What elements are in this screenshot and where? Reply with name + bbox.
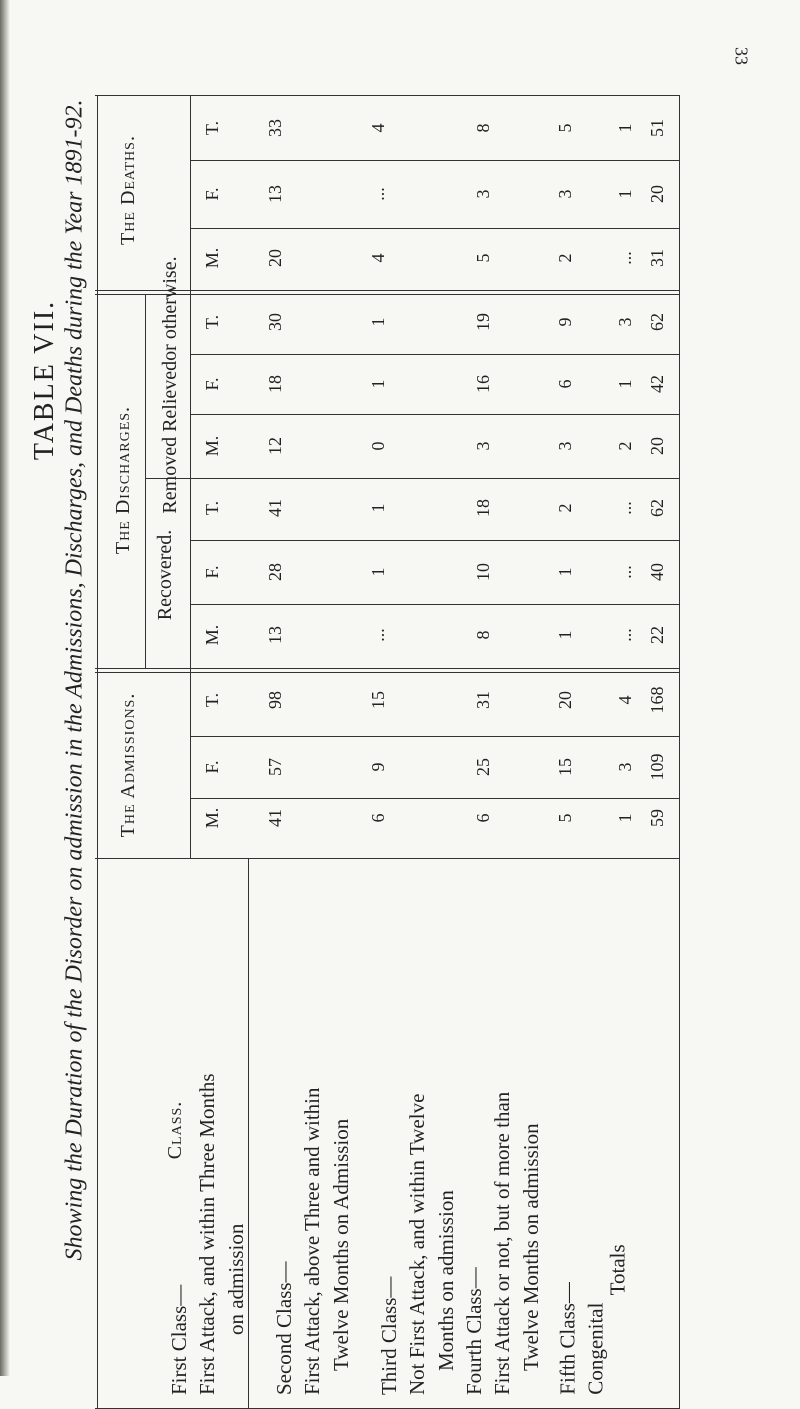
class-line2: Totals bbox=[605, 1243, 630, 1295]
removed-heading-line2: or otherwise. bbox=[158, 256, 181, 361]
removed-m-cell-text: 0 bbox=[367, 441, 388, 451]
deaths-t-heading-text: T. bbox=[201, 120, 222, 136]
removed-relieved-heading-text bbox=[159, 256, 181, 513]
recovered-m-cell-text: ... bbox=[367, 628, 388, 642]
class-line3: Twelve Months on Admission bbox=[328, 1118, 353, 1371]
class-line2: First Attack, above Three and within bbox=[300, 1087, 325, 1395]
deaths-mf-rule bbox=[190, 228, 679, 229]
deaths-m-cell-text: 20 bbox=[264, 249, 285, 267]
recovered-heading-text: Recovered. bbox=[153, 529, 176, 621]
removed-f-cell-text: 42 bbox=[646, 375, 667, 393]
class-line1: Fifth Class— bbox=[555, 1282, 580, 1395]
recovered-f-cell-text: 10 bbox=[472, 563, 493, 581]
recovered-t-cell-text: 41 bbox=[264, 499, 285, 517]
class-heading-text: Class. bbox=[163, 1100, 186, 1160]
deaths-f-cell-text: 13 bbox=[264, 185, 285, 203]
recovered-f-cell-text: ... bbox=[614, 565, 635, 579]
recovered-m-cell-text: 8 bbox=[472, 630, 493, 640]
recovered-f-cell-text: 40 bbox=[646, 563, 667, 581]
table-title: TABLE VII. bbox=[29, 299, 60, 461]
removed-ft-rule bbox=[190, 354, 679, 355]
table-right-rule bbox=[679, 95, 680, 1408]
class-line1: Third Class— bbox=[376, 1276, 401, 1395]
admissions-f-heading-text: F. bbox=[201, 760, 222, 774]
recovered-t-heading-text: T. bbox=[201, 500, 222, 516]
recovered-mf-rule bbox=[190, 604, 679, 605]
table-top-rule bbox=[95, 95, 680, 96]
class-line3: Months on admission bbox=[433, 1190, 458, 1371]
removed-m-cell-text: 12 bbox=[264, 437, 285, 455]
recovered-t-cell-text: ... bbox=[614, 501, 635, 515]
recovered-m-heading-text: M. bbox=[201, 624, 222, 646]
discharges-heading-text: The Discharges. bbox=[111, 405, 134, 555]
deaths-f-cell-text: 3 bbox=[472, 189, 493, 199]
admissions-t-cell-text: 98 bbox=[264, 691, 285, 709]
removed-f-cell-text: 6 bbox=[554, 379, 575, 389]
admissions-section-rule bbox=[95, 858, 680, 859]
deaths-m-cell-text: ... bbox=[614, 251, 635, 265]
admissions-m-cell-text: 59 bbox=[646, 809, 667, 827]
deaths-t-cell-text: 33 bbox=[264, 119, 285, 137]
deaths-f-heading-text: F. bbox=[201, 187, 222, 201]
class-line1: Second Class— bbox=[271, 1261, 296, 1395]
admissions-f-cell-text: 3 bbox=[614, 762, 635, 772]
class-line1: Fourth Class— bbox=[461, 1267, 486, 1395]
deaths-m-heading-text: M. bbox=[201, 247, 222, 269]
removed-m-cell-text: 3 bbox=[554, 441, 575, 451]
page-number: 33 bbox=[731, 47, 752, 65]
deaths-f-cell-text: ... bbox=[367, 187, 388, 201]
removed-f-cell-text: 16 bbox=[472, 375, 493, 393]
admissions-t-cell-text: 168 bbox=[646, 686, 667, 714]
removed-m-cell-text: 3 bbox=[472, 441, 493, 451]
admissions-f-cell-text: 109 bbox=[646, 753, 667, 781]
admissions-heading-text: The Admissions. bbox=[116, 692, 139, 838]
deaths-f-cell-text: 1 bbox=[614, 189, 635, 199]
class-line2: Not First Attack, and within Twelve bbox=[405, 1093, 430, 1395]
recovered-m-cell-text: 1 bbox=[554, 630, 575, 640]
recovered-t-cell-text: 2 bbox=[554, 503, 575, 513]
admissions-t-cell-text: 4 bbox=[614, 695, 635, 705]
class-line2: First Attack, and within Three Months bbox=[195, 1073, 220, 1395]
column-head-rule bbox=[190, 95, 191, 858]
class-line2: Congenital bbox=[583, 1302, 608, 1395]
admissions-m-cell-text: 5 bbox=[554, 813, 575, 823]
book-binding-edge bbox=[0, 0, 10, 1376]
removed-t-cell-text: 9 bbox=[554, 317, 575, 327]
deaths-t-cell-text: 4 bbox=[367, 123, 388, 133]
admissions-m-cell-text: 6 bbox=[367, 813, 388, 823]
removed-m-heading-text: M. bbox=[201, 435, 222, 457]
class-line3: on admission bbox=[223, 1223, 248, 1335]
table-subtitle: Showing the Duration of the Disorder on admission in the Admissions, Discharges, and Deaths during the Year 1891-92. bbox=[61, 99, 88, 1261]
admissions-t-cell-text: 20 bbox=[554, 691, 575, 709]
deaths-f-cell-text: 20 bbox=[646, 185, 667, 203]
recovered-f-cell-text: 1 bbox=[367, 567, 388, 577]
admissions-m-cell-text: 6 bbox=[472, 813, 493, 823]
removed-t-cell-text: 3 bbox=[614, 317, 635, 327]
discharges-section-rule-double bbox=[95, 672, 680, 673]
deaths-t-cell-text: 1 bbox=[614, 123, 635, 133]
recovered-t-cell-text: 62 bbox=[646, 499, 667, 517]
recovered-t-cell-text: 1 bbox=[367, 503, 388, 513]
recovered-ft-rule bbox=[190, 540, 679, 541]
removed-t-cell-text: 19 bbox=[472, 313, 493, 331]
removed-m-cell-text: 2 bbox=[614, 441, 635, 451]
recovered-m-cell-text: ... bbox=[614, 628, 635, 642]
removed-f-heading-text: F. bbox=[201, 377, 222, 391]
deaths-section-rule bbox=[95, 290, 680, 291]
admissions-t-heading-text: T. bbox=[201, 692, 222, 708]
class-line2: First Attack or not, but of more than bbox=[490, 1091, 515, 1395]
recovered-m-cell-text: 13 bbox=[264, 626, 285, 644]
removed-heading-line1: Removed Relieved bbox=[158, 360, 181, 514]
deaths-m-cell-text: 4 bbox=[367, 253, 388, 263]
deaths-m-cell-text: 5 bbox=[472, 253, 493, 263]
discharges-group-rule bbox=[145, 478, 679, 479]
admissions-m-cell-text: 41 bbox=[264, 809, 285, 827]
class-line1: First Class— bbox=[166, 1284, 191, 1395]
deaths-heading-text: The Deaths. bbox=[116, 135, 139, 245]
removed-t-cell-text: 62 bbox=[646, 313, 667, 331]
deaths-m-cell-text: 31 bbox=[646, 249, 667, 267]
removed-f-cell-text: 18 bbox=[264, 375, 285, 393]
deaths-f-cell-text: 3 bbox=[554, 189, 575, 199]
recovered-t-cell-text: 18 bbox=[472, 499, 493, 517]
removed-m-cell-text: 20 bbox=[646, 437, 667, 455]
recovered-m-cell-text: 22 bbox=[646, 626, 667, 644]
admissions-mf-rule bbox=[190, 736, 679, 737]
admissions-t-cell-text: 15 bbox=[367, 691, 388, 709]
recovered-f-heading-text: F. bbox=[201, 565, 222, 579]
recovered-f-cell-text: 1 bbox=[554, 567, 575, 577]
admissions-t-cell-text: 31 bbox=[472, 691, 493, 709]
deaths-t-cell-text: 51 bbox=[646, 119, 667, 137]
discharges-section-rule bbox=[95, 668, 680, 669]
class-line3: Twelve Months on admission bbox=[518, 1123, 543, 1371]
removed-t-cell-text: 30 bbox=[264, 313, 285, 331]
admissions-ft-rule bbox=[190, 798, 679, 799]
discharges-subhead-rule bbox=[145, 294, 146, 668]
admissions-f-cell-text: 15 bbox=[554, 758, 575, 776]
removed-f-cell-text: 1 bbox=[614, 379, 635, 389]
deaths-m-cell-text: 2 bbox=[554, 253, 575, 263]
recovered-f-cell-text: 28 bbox=[264, 563, 285, 581]
table-left-rule bbox=[97, 95, 98, 1408]
removed-f-cell-text: 1 bbox=[367, 379, 388, 389]
admissions-m-heading-text: M. bbox=[201, 807, 222, 829]
admissions-f-cell-text: 57 bbox=[264, 758, 285, 776]
admissions-f-cell-text: 9 bbox=[367, 762, 388, 772]
removed-mf-rule bbox=[190, 414, 679, 415]
deaths-t-cell-text: 5 bbox=[554, 123, 575, 133]
admissions-f-cell-text: 25 bbox=[472, 758, 493, 776]
removed-t-heading-text: T. bbox=[201, 314, 222, 330]
deaths-t-cell-text: 8 bbox=[472, 123, 493, 133]
admissions-m-cell-text: 1 bbox=[614, 813, 635, 823]
deaths-section-rule-double bbox=[95, 294, 680, 295]
removed-t-cell-text: 1 bbox=[367, 317, 388, 327]
deaths-ft-rule bbox=[190, 160, 679, 161]
